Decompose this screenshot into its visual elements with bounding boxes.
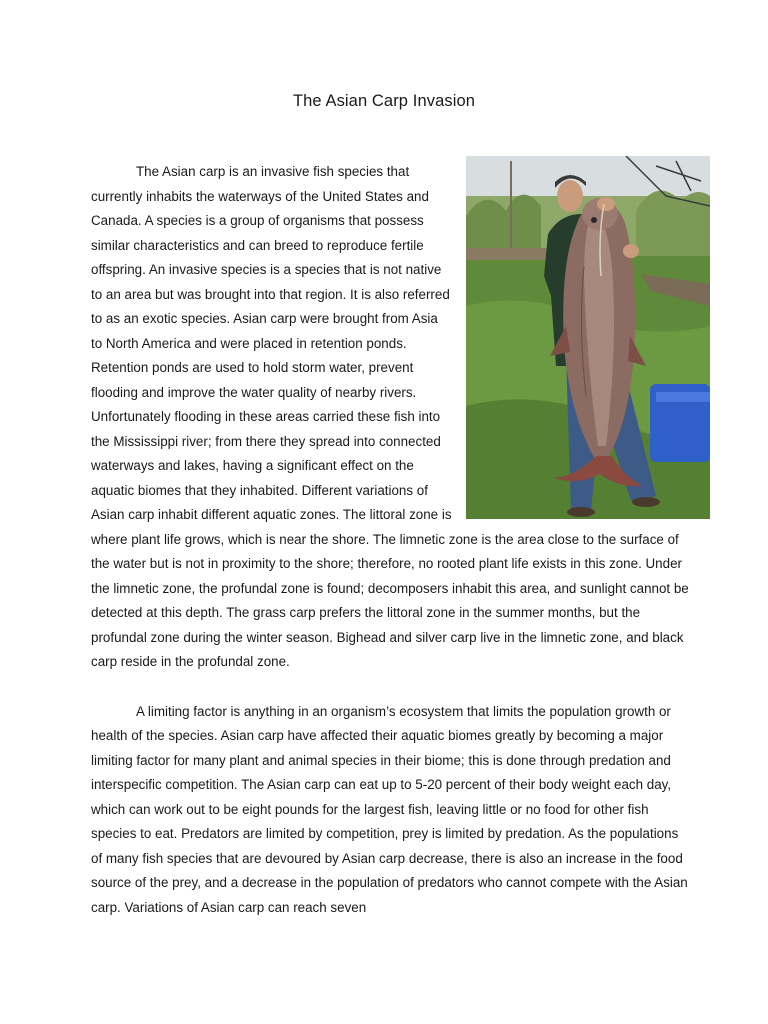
document-title: The Asian Carp Invasion bbox=[292, 92, 476, 110]
paragraph-2: A limiting factor is anything in an organism’s ecosystem that limits the population growth or health of the species. Asian carp have affected their aquatic biomes greatly by becoming a major limiting factor for many plant and animal species in their biome; this is done through predation and interspecific competition. The Asian carp can eat up to 5-20 percent of their body weight each day, which can work out to be eight pounds for the largest fish, leaving little or no food for other fish species to eat. Predators are limited by competition, prey is limited by predation. As the populations of many fish species that are devoured by Asian carp decrease, there is also an increase in the food source of the prey, and a decrease in the population of predators who cannot compete with the Asian carp. Variations of Asian carp can reach seven bbox=[91, 703, 688, 915]
paragraph-1: The Asian carp is an invasive fish species that currently inhabits the waterways of the United States and Canada. A species is a group of organisms that possess similar characteristics and can breed to reproduce fertile offspring. An invasive species is a species that is not native to an area but was brought into that region. It is also referred to as an exotic species. Asian carp were brought from Asia to North America and were placed in retention ponds. Retention ponds are used to hold storm water, prevent flooding and improve the water quality of nearby rivers. Unfortunately flooding in these areas carried these fish into the Mississippi river; from there they spread into connected waterways and lakes, having a significant effect on the aquatic biomes that they inhabited. Different variations of Asian carp inhabit different aquatic zones. The littoral zone is where plant life grows, which is near the shore. The limnetic zone is the area close to the surface of the water but is not in proximity to the shore; therefore, no rooted plant life exists in this zone. Under the limnetic zone, the profundal zone is found; decomposers inhabit this area, and sunlight cannot be detected at this depth. The grass carp prefers the littoral zone in the summer months, but the profundal zone during the winter season. Bighead and silver carp live in the limnetic zone, and black carp reside in the profundal zone. bbox=[91, 164, 689, 669]
document-body bbox=[91, 160, 689, 920]
asian-carp-photo bbox=[466, 156, 710, 519]
carp-eye bbox=[591, 217, 597, 223]
person-head bbox=[557, 180, 583, 212]
photo-illustration bbox=[466, 156, 710, 519]
